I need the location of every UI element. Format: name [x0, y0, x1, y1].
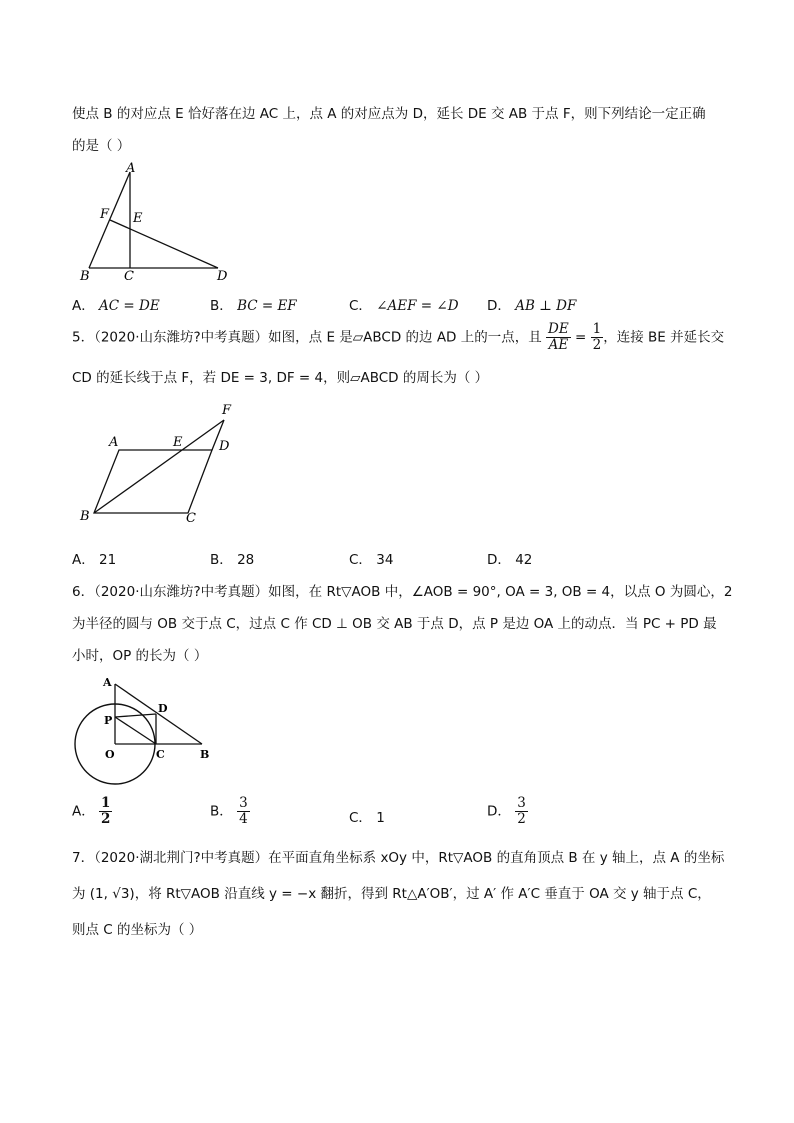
q6-option-c[interactable]: C． 1: [349, 810, 385, 826]
q4-text-line2: 的是（ ）: [72, 138, 131, 154]
q6-label-C: C: [156, 748, 165, 761]
q5-option-c[interactable]: C． 34: [349, 552, 394, 568]
parallelogram-icon: ▱: [350, 370, 361, 386]
q5-option-d[interactable]: D． 42: [487, 552, 533, 568]
q5-label-A: A: [109, 435, 119, 450]
q5-figure: [72, 398, 242, 528]
q6-option-d[interactable]: D． $\frac{3}{2}$: [487, 795, 526, 827]
q4-label-C: C: [124, 269, 134, 282]
q6-option-b[interactable]: B． $\frac{3}{4}$: [210, 795, 248, 827]
q5-label-C: C: [186, 511, 196, 526]
q4-figure: [72, 160, 242, 282]
q6-label-A: A: [103, 676, 112, 689]
q6-text-line1: 6．（2020·山东潍坊?中考真题）如图，在 Rt▽AOB 中，∠AOB = 90°, OA = 3, OB = 4，以点 O 为圆心，2: [72, 584, 733, 600]
triangle-icon: ▽: [341, 584, 352, 600]
q5-label-B: B: [80, 509, 90, 524]
q5-option-a[interactable]: A． 21: [72, 552, 117, 568]
q5-label-F: F: [222, 403, 232, 418]
q4-label-A: A: [126, 161, 136, 176]
q6-text-line3: 小时，OP 的长为（ ）: [72, 648, 208, 664]
q6-label-P: P: [104, 714, 113, 727]
q4-label-B: B: [80, 269, 90, 282]
q6-label-O: O: [105, 748, 115, 761]
triangle-icon: ▽: [453, 850, 464, 866]
q7-text-line1: 7．（2020·湖北荆门?中考真题）在平面直角坐标系 xOy 中，Rt▽AOB 的直角顶点 B 在 y 轴上，点 A 的坐标: [72, 850, 725, 866]
q4-text-line1: 使点 B 的对应点 E 恰好落在边 AC 上，点 A 的对应点为 D，延长 DE 交 AB 于点 F，则下列结论一定正确: [72, 106, 706, 122]
q5-option-b[interactable]: B． 28: [210, 552, 255, 568]
q6-label-D: D: [158, 702, 168, 715]
q4-label-D: D: [217, 269, 228, 282]
q5-text-line1: 5．（2020·山东潍坊?中考真题）如图，点 E 是▱ABCD 的边 AD 上的一点，且 $\frac{DE}{AE}$ = $\frac{1}{2}$ ，连接 BE 并延长交: [72, 321, 725, 353]
triangle-icon: ▽: [180, 886, 192, 902]
q6-text-line2: 为半径的圆与 OB 交于点 C，过点 C 作 CD ⊥ OB 交 AB 于点 D，点 P 是边 OA 上的动点．当 PC + PD 最: [72, 616, 717, 632]
q6-option-a[interactable]: A． $\frac{1}{2}$: [72, 795, 111, 827]
q5-label-D: D: [219, 439, 230, 454]
q4-option-a[interactable]: A． AC = DE: [72, 298, 160, 314]
q4-option-b[interactable]: B． BC = EF: [210, 298, 297, 314]
q7-text-line2: 为 (1, √3)，将 Rt▽AOB 沿直线 y = −x 翻折，得到 Rt△A′OB′，过 A′ 作 A′C 垂直于 OA 交 y 轴于点 C，: [72, 886, 711, 902]
q5-text-line2: CD 的延长线于点 F，若 DE = 3, DF = 4，则▱ABCD 的周长为（ ）: [72, 370, 489, 386]
parallelogram-icon: ▱: [352, 329, 364, 346]
q4-label-F: F: [100, 207, 110, 222]
q7-text-line3: 则点 C 的坐标为（ ）: [72, 922, 203, 938]
q5-label-E: E: [173, 435, 183, 450]
q5-fraction-de-ae: $\frac{DE}{AE}$: [548, 321, 569, 353]
q6-label-B: B: [200, 748, 210, 761]
q4-label-E: E: [133, 211, 143, 226]
q5-fraction-half: $\frac{1}{2}$: [592, 321, 602, 353]
q4-option-d[interactable]: D． AB ⊥ DF: [487, 298, 577, 314]
q6-figure: [72, 672, 222, 792]
q4-option-c[interactable]: C． ∠AEF = ∠D: [349, 298, 459, 314]
